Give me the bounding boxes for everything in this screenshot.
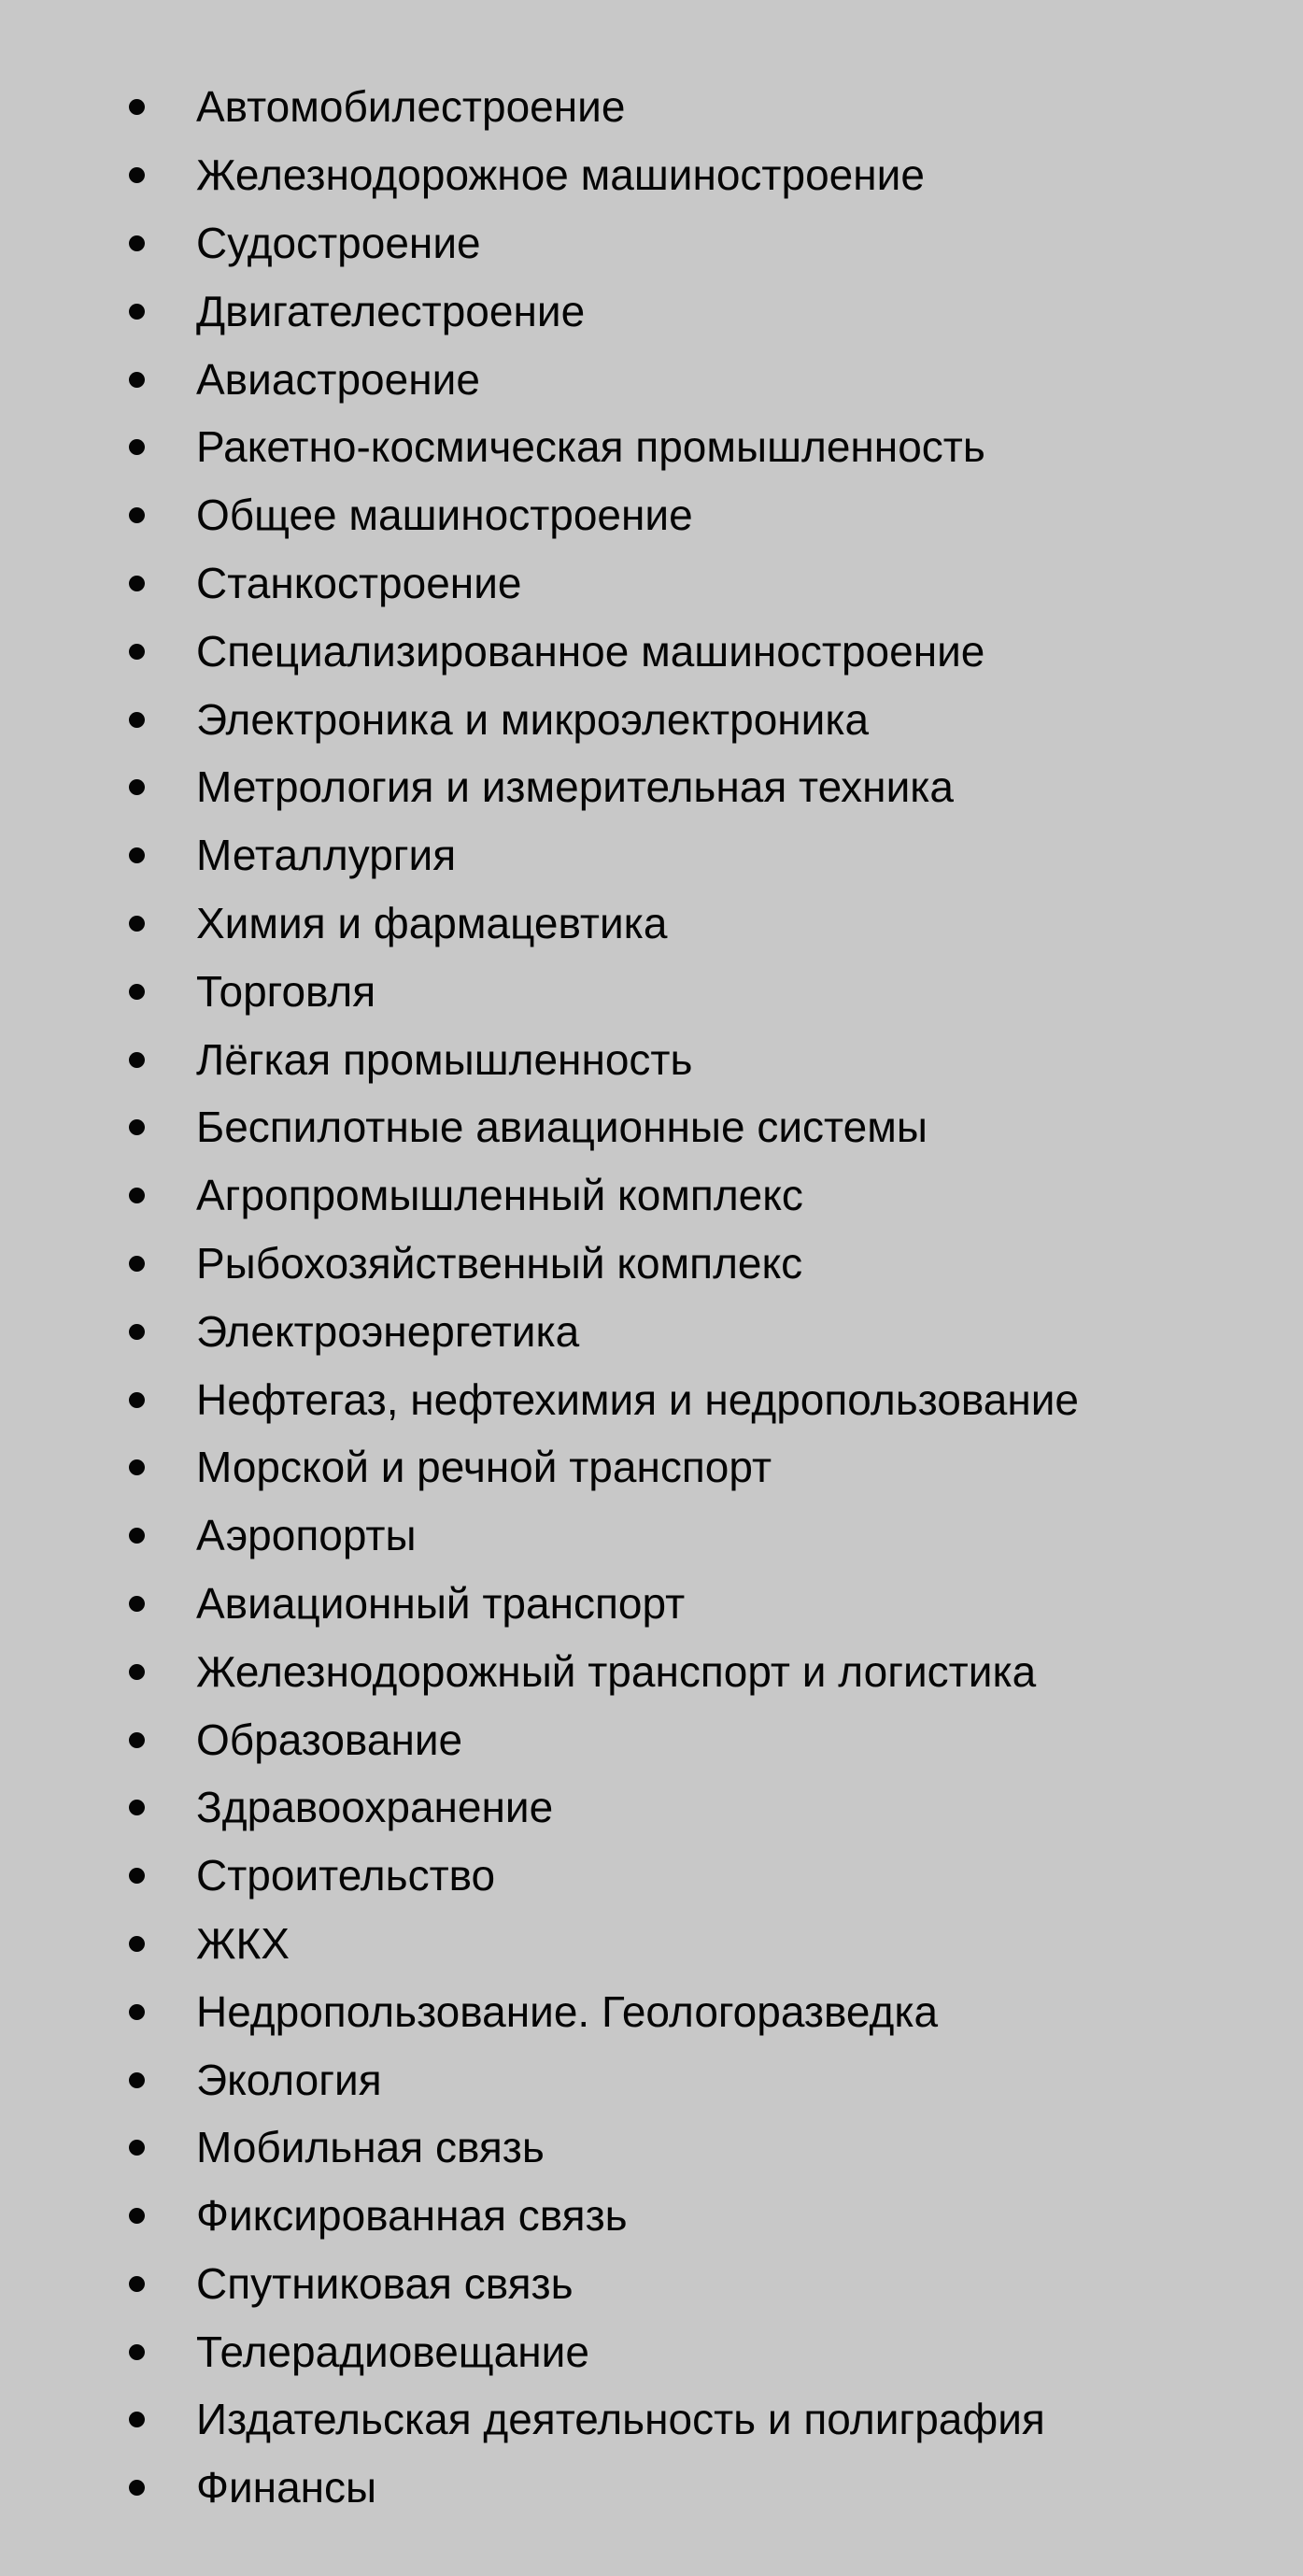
list-item-label: Автомобилестроение: [196, 82, 626, 132]
list-item-label: Авиастроение: [196, 354, 480, 404]
bullet-dot-icon: [129, 2208, 145, 2224]
industry-list: [0, 73, 1303, 2522]
bullet-dot-icon: [129, 1324, 145, 1340]
list-item-label: Издательская деятельность и полиграфия: [196, 2395, 1045, 2444]
bullet-dot-icon: [129, 167, 145, 183]
bullet-dot-icon: [129, 304, 145, 320]
list-item-label: Недропользование. Геологоразведка: [196, 1986, 939, 2036]
list-item: [0, 345, 1303, 413]
bullet-dot-icon: [129, 1119, 145, 1135]
list-item: [0, 141, 1303, 209]
list-item: [0, 1910, 1303, 1978]
list-item-label: Финансы: [196, 2463, 377, 2512]
list-item: [0, 1433, 1303, 1501]
list-item: [0, 2385, 1303, 2454]
bullet-dot-icon: [129, 847, 145, 863]
list-item-label: Мобильная связь: [196, 2123, 545, 2172]
list-item: [0, 821, 1303, 890]
list-item: [0, 2454, 1303, 2522]
list-item: [0, 1842, 1303, 1910]
list-item: [0, 2182, 1303, 2250]
bullet-dot-icon: [129, 235, 145, 251]
bullet-dot-icon: [129, 372, 145, 388]
bullet-dot-icon: [129, 1528, 145, 1544]
bullet-dot-icon: [129, 439, 145, 455]
bullet-dot-icon: [129, 1392, 145, 1408]
bullet-dot-icon: [129, 1459, 145, 1475]
bullet-dot-icon: [129, 2276, 145, 2292]
list-item: [0, 1570, 1303, 1638]
list-item: [0, 685, 1303, 753]
list-item-label: Станкостроение: [196, 558, 522, 607]
list-item: [0, 2250, 1303, 2318]
list-item: [0, 73, 1303, 141]
list-item-label: Строительство: [196, 1851, 496, 1900]
bullet-dot-icon: [129, 1868, 145, 1884]
list-item-label: Рыбохозяйственный комплекс: [196, 1238, 803, 1288]
list-item-label: Спутниковая связь: [196, 2258, 574, 2308]
bullet-dot-icon: [129, 779, 145, 795]
list-item: [0, 1977, 1303, 2045]
list-item-label: Метрология и измерительная техника: [196, 762, 954, 812]
list-item-label: Фиксированная связь: [196, 2191, 628, 2241]
bullet-dot-icon: [129, 507, 145, 523]
list-item-label: Аэропорты: [196, 1511, 417, 1560]
list-item-label: Экология: [196, 2055, 382, 2104]
list-item-label: Электроэнергетика: [196, 1306, 580, 1356]
list-item: [0, 617, 1303, 685]
bullet-dot-icon: [129, 576, 145, 591]
bullet-dot-icon: [129, 2344, 145, 2360]
bullet-dot-icon: [129, 2004, 145, 2020]
bullet-dot-icon: [129, 99, 145, 115]
list-item-label: Общее машиностроение: [196, 491, 693, 540]
list-item: [0, 1637, 1303, 1705]
list-item: [0, 1025, 1303, 1093]
list-item: [0, 2113, 1303, 2182]
list-item-label: Морской и речной транспорт: [196, 1443, 772, 1492]
list-item: [0, 1773, 1303, 1842]
list-item-label: Здравоохранение: [196, 1783, 554, 1832]
list-item-label: Беспилотные авиационные системы: [196, 1103, 928, 1152]
bullet-dot-icon: [129, 1188, 145, 1203]
list-item-label: Специализированное машиностроение: [196, 626, 985, 676]
list-item: [0, 277, 1303, 345]
list-item: [0, 1297, 1303, 1365]
list-item-label: Лёгкая промышленность: [196, 1034, 693, 1084]
list-item-label: Железнодорожное машиностроение: [196, 150, 925, 200]
list-item-label: Авиационный транспорт: [196, 1578, 686, 1628]
bullet-dot-icon: [129, 1936, 145, 1952]
bullet-dot-icon: [129, 644, 145, 660]
list-item: [0, 1161, 1303, 1230]
bullet-dot-icon: [129, 2072, 145, 2088]
list-item: [0, 2045, 1303, 2113]
bullet-dot-icon: [129, 1800, 145, 1815]
list-item: [0, 2317, 1303, 2385]
list-item: [0, 549, 1303, 618]
list-item-label: Металлургия: [196, 831, 457, 880]
list-item-label: Электроника и микроэлектроника: [196, 694, 870, 744]
list-item-label: ЖКХ: [196, 1918, 290, 1968]
list-item-label: Химия и фармацевтика: [196, 898, 668, 947]
list-item: [0, 1230, 1303, 1298]
bullet-dot-icon: [129, 1052, 145, 1068]
list-item: [0, 209, 1303, 278]
bullet-dot-icon: [129, 1732, 145, 1748]
list-item-label: Железнодорожный транспорт и логистика: [196, 1646, 1037, 1696]
bullet-dot-icon: [129, 1596, 145, 1612]
list-item-label: Судостроение: [196, 218, 481, 267]
list-item-label: Двигателестроение: [196, 286, 586, 335]
bullet-dot-icon: [129, 1664, 145, 1680]
list-item: [0, 413, 1303, 481]
bullet-dot-icon: [129, 984, 145, 1000]
list-item: [0, 957, 1303, 1025]
list-item: [0, 753, 1303, 821]
list-item-label: Агропромышленный комплекс: [196, 1171, 803, 1220]
bullet-dot-icon: [129, 2140, 145, 2156]
bullet-dot-icon: [129, 916, 145, 932]
list-item: [0, 481, 1303, 549]
list-item-label: Ракетно-космическая промышленность: [196, 422, 985, 472]
list-item: [0, 1501, 1303, 1570]
list-item: [0, 1365, 1303, 1433]
list-item-label: Торговля: [196, 966, 376, 1016]
list-item-label: Образование: [196, 1715, 463, 1764]
bullet-dot-icon: [129, 2412, 145, 2427]
list-item: [0, 1705, 1303, 1773]
bullet-dot-icon: [129, 712, 145, 728]
bullet-dot-icon: [129, 2480, 145, 2496]
list-item: [0, 1093, 1303, 1161]
list-item-label: Телерадиовещание: [196, 2327, 589, 2376]
list-item-label: Нефтегаз, нефтехимия и недропользование: [196, 1374, 1079, 1424]
list-item: [0, 890, 1303, 958]
bullet-dot-icon: [129, 1256, 145, 1272]
